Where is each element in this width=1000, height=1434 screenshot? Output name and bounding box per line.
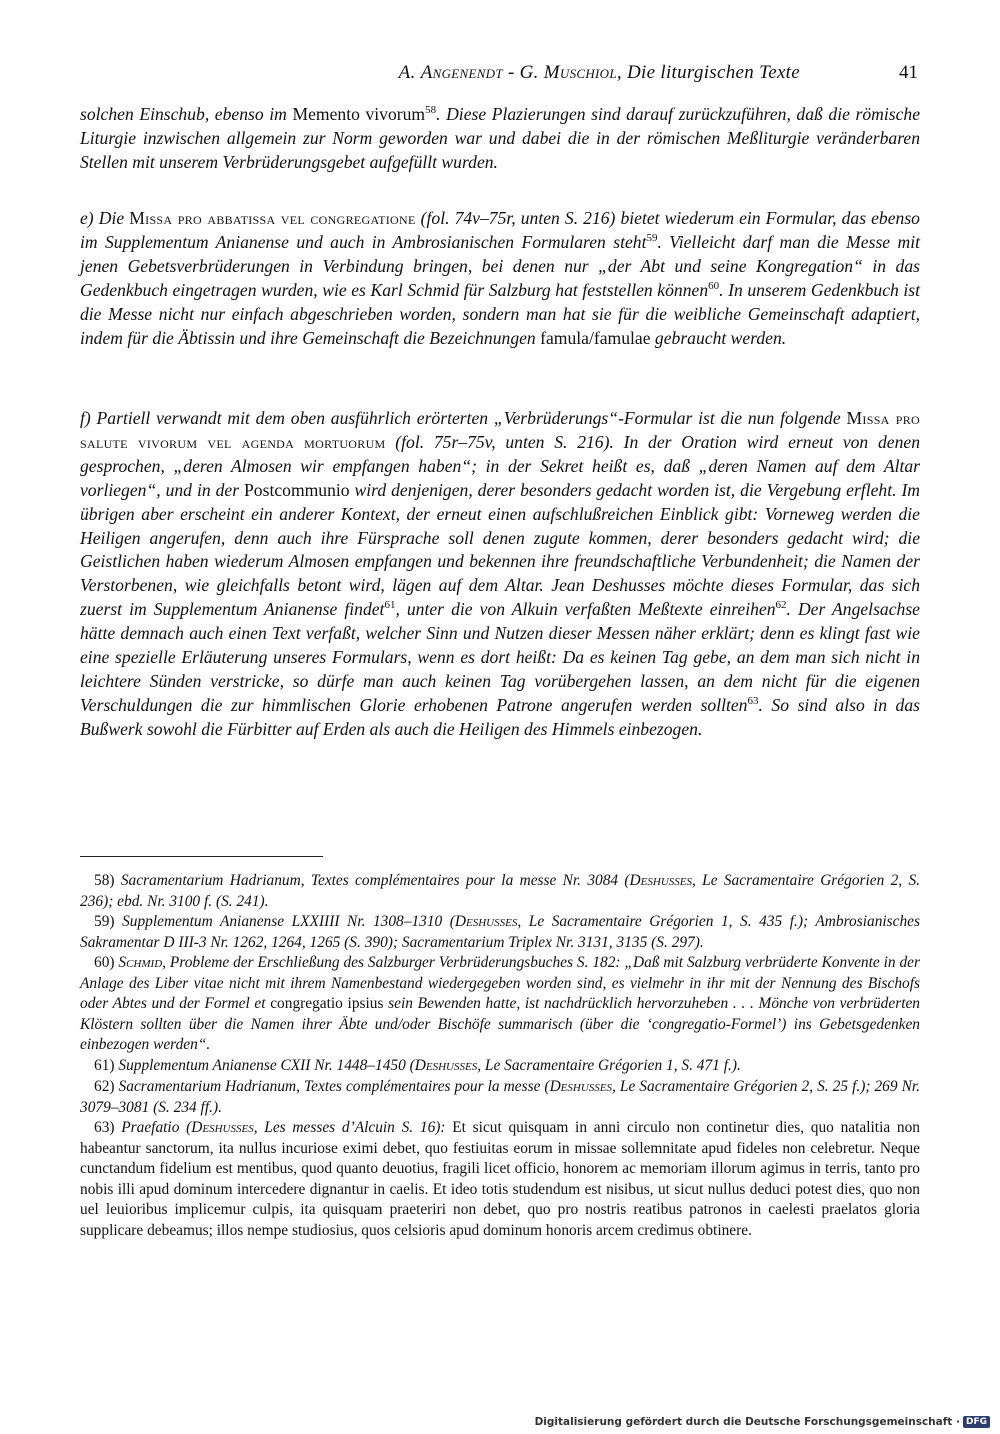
paragraph-f: f) Partiell verwandt mit dem oben ausführlich erörterten „Verbrüderungs“-Formular ist die nun folgende Missa pro salute vivorum vel agenda mortuorum (fol. 75r–75v, unten S. 216). In der Oration wird erneut von denen gesprochen, „deren Almosen wir empfangen haben“; in der Sekret heißt es, daß „deren Namen auf dem Altar vorliegen“, und in der Postcommunio wird denjenigen, derer besonders gedacht worden ist, die Vergebung erfleht. Im übrigen aber erscheint ein anderer Kontext, der erneut einen aufschlußreichen Einblick gibt: Vorneweg werden die Heiligen angerufen, denn auch ihre Fürsprache soll denen zugute kommen, derer besonders gedacht wird; die Geistlichen haben wiederum Almosen empfangen und bekennen ihre freundschaftliche Verbundenheit; die Namen der Verstorbenen, wie gleichfalls betont wird, lägen auf dem Altar. Jean Deshusses möchte dieses Formular, das sich zuerst im Supplementum Anianense findet$^{61}$, unter die von Alkuin verfaßten Meßtexte einreihen$^{62}$. Der Angelsachse hätte demnach auch einen Text verfaßt, welcher Sinn und Nutzen dieser Messen näher erklärt; denn es klingt fast wie eine spezielle Erläuterung unseres Formulars, wenn es dort heißt: Da es keinen Tag gebe, an dem man sich nicht in leichtere Sünden verstricke, so dürfe man auch keinen Tag vorübergehen lassen, an dem nicht für die eigenen Verschuldungen die zur himmlischen Glorie erhobenen Patrone angerufen werden sollten$^{63}$. So sind also in das Bußwerk sowohl die Fürbitter auf Erden als auch die Heiligen des Himmels einbezogen. xyxy=(80,408,921,739)
running-title xyxy=(399,62,800,84)
footnote-ref-61[interactable]: 61 xyxy=(384,599,396,612)
running-header xyxy=(80,62,918,92)
footnote-ref-59[interactable]: 59 xyxy=(646,232,658,245)
footnote-ref-63[interactable]: 63 xyxy=(747,695,759,708)
author2-name: Muschiol xyxy=(543,62,617,83)
footnote-62: 62) Sacramentarium Hadrianum, Textes complémentaires pour la messe (Deshusses, Le Sacramentaire Grégorien 2, S. 25 f.); 269 Nr. 3079–3081 (S. 234 ff.). xyxy=(80,1078,920,1116)
page-number: 41 xyxy=(899,62,918,83)
footnote-63: 63) Praefatio (Deshusses, Les messes d’Alcuin S. 16): Et sicut quisquam in anni circulo non continetur dies, quo natalitia non habeantur sanctorum, ita nullus incuriose eximi debet, quo festiuitas eorum in missae sollemnitate apud fideles non celebretur. Neque cunctandum fidelium est mentibus, quod quanto deuotius, fragili licet officio, honorem ac memoriam illorum agimus in terris, tanto pro nobis illi apud dominum intercedere dignantur in caelis. Et ideo totis studendum est nisibus, ut sicut nullus deduci potest dies, quo non uel leuioribus implicemur culpis, ita quisquam praeteriri non debet, quo pro nostris reatibus patronos in caelesti praelatos gloria supplicare debeamus; illos nempe studiosius, quos celsioris apud dominum honoris arcem credimus obtinere. xyxy=(80,1119,920,1239)
paragraph-1: solchen Einschub, ebenso im Memento vivorum$^{58}$. Diese Plazierungen sind darauf zurückzuführen, daß die römische Liturgie inzwischen allgemein zur Norm geworden war und dabei die in der römischen Meßliturgie veränderbaren Stellen mit unserem Verbrüderungsgebet aufgefüllt wurden. xyxy=(80,104,921,172)
footnote-59: 59) Supplementum Anianense LXXIIII Nr. 1308–1310 (Deshusses, Le Sacramentaire Grégorien 1, S. 435 f.); Ambrosianisches Sakramentar D III-3 Nr. 1262, 1264, 1265 (S. 390); Sacramentarium Triplex Nr. 3131, 3135 (S. 297). xyxy=(80,913,920,951)
digitization-credit: Digitalisierung gefördert durch die Deutsche Forschungsgemeinschaft · DFG xyxy=(535,1416,990,1428)
footnote-58: 58) Sacramentarium Hadrianum, Textes complémentaires pour la messe Nr. 3084 (Deshusses, Le Sacramentaire Grégorien 2, S. 236); ebd. Nr. 3100 f. (S. 241). xyxy=(80,872,920,910)
author1-name: Angenendt xyxy=(420,62,503,83)
author-separator: - G. xyxy=(502,62,544,83)
footnote-60: 60) Schmid, Probleme der Erschließung des Salzburger Verbrüderungsbuches S. 182: „Daß mit Salzburg verbrüderte Konvente in der Anlage des Liber vitae nicht mit ihrem Namenbestand wiedergegeben worden sind, es vielmehr in ihr mit der Nennung des Bischofs oder Abtes und der Formel et congregatio ipsius sein Bewenden hatte, ist nachdrücklich hervorzuheben . . . Mönche von verbrüderten Klöstern sollten über die Namen ihrer Äbte und/oder Bischöfe summarisch (über die ‘congregatio-Formel’) ins Gebetsgedenken einbezogen werden“. xyxy=(80,954,920,1054)
footnote-ref-62[interactable]: 62 xyxy=(775,599,787,612)
footnote-ref-58[interactable]: 58 xyxy=(425,104,437,117)
dfg-logo-icon: DFG xyxy=(963,1416,990,1428)
paragraph-e: e) Die Missa pro abbatissa vel congregatione (fol. 74v–75r, unten S. 216) bietet wiederum ein Formular, das ebenso im Supplementum Anianense und auch in Ambrosianischen Formularen steht$^{59}$. Vielleicht darf man die Messe mit jenen Gebetsverbrüderungen in Verbindung bringen, bei denen nur „der Abt und seine Kongregation“ in das Gedenkbuch eingetragen wurden, wie es Karl Schmid für Salzburg hat feststellen können$^{60}$. In unserem Gedenkbuch ist die Messe nicht nur einfach abgeschrieben worden, sondern man hat sie für die weibliche Gemeinschaft adaptiert, indem für die Äbtissin und ihre Gemeinschaft die Bezeichnungen famula/famulae gebraucht werden. xyxy=(80,208,921,348)
footnote-ref-60[interactable]: 60 xyxy=(708,279,720,292)
author1-initial: A. xyxy=(398,62,421,83)
footnote-rule xyxy=(80,856,323,857)
footnote-61: 61) Supplementum Anianense CXII Nr. 1448–1450 (Deshusses, Le Sacramentaire Grégorien 1, S. 471 f.). xyxy=(94,1057,741,1074)
article-title: , Die liturgischen Texte xyxy=(616,62,800,83)
